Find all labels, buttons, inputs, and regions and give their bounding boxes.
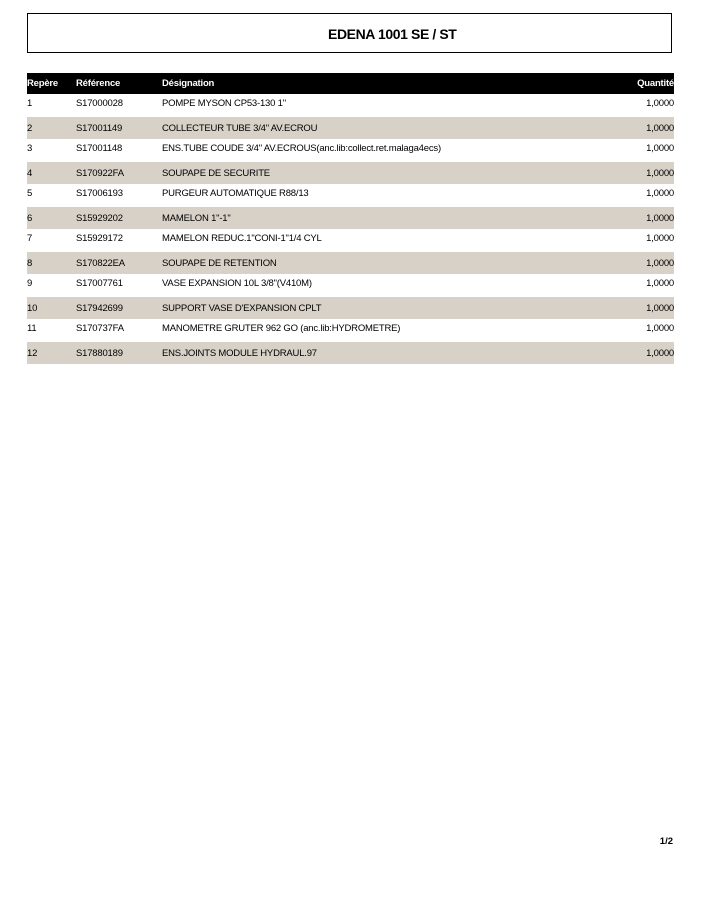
cell-reference: S17942699 — [76, 302, 123, 314]
table-row — [27, 94, 674, 117]
table-row — [27, 207, 674, 230]
cell-reference: S17001149 — [76, 122, 123, 134]
header-repere: Repère — [27, 78, 59, 89]
table-row — [27, 319, 674, 342]
page-number: 1/2 — [659, 836, 673, 847]
cell-reference: S17001148 — [76, 143, 123, 154]
cell-quantite: 1,0000 — [646, 212, 674, 224]
cell-designation: MANOMETRE GRUTER 962 GO (anc.lib:HYDROMETRE) — [162, 323, 401, 334]
table-row — [27, 297, 674, 320]
header-reference: Référence — [76, 78, 121, 89]
table-row — [27, 342, 674, 365]
cell-reference: S170737FA — [76, 323, 124, 334]
cell-repere: 7 — [27, 233, 33, 244]
cell-designation: SOUPAPE DE SECURITE — [162, 167, 270, 179]
cell-quantite: 1,0000 — [646, 143, 674, 154]
cell-reference: S17000028 — [76, 98, 123, 109]
cell-designation: MAMELON REDUC.1"CONI-1"1/4 CYL — [162, 233, 322, 244]
cell-quantite: 1,0000 — [646, 257, 674, 269]
cell-quantite: 1,0000 — [646, 122, 674, 134]
table-body — [27, 94, 674, 364]
table-header — [27, 73, 674, 94]
header-quantite: Quantité — [637, 78, 674, 89]
cell-repere: 2 — [27, 122, 33, 134]
cell-quantite: 1,0000 — [646, 98, 674, 109]
cell-reference: S17006193 — [76, 188, 123, 199]
cell-reference: S15929172 — [76, 233, 123, 244]
cell-reference: S17880189 — [76, 347, 123, 359]
cell-designation: COLLECTEUR TUBE 3/4" AV.ECROU — [162, 122, 318, 134]
cell-repere: 9 — [27, 278, 33, 289]
cell-quantite: 1,0000 — [646, 233, 674, 244]
table-row — [27, 229, 674, 252]
cell-reference: S170822EA — [76, 257, 125, 269]
cell-reference: S17007761 — [76, 278, 123, 289]
table-row — [27, 117, 674, 140]
cell-repere: 12 — [27, 347, 38, 359]
cell-quantite: 1,0000 — [646, 323, 674, 334]
cell-quantite: 1,0000 — [646, 302, 674, 314]
cell-reference: S170922FA — [76, 167, 124, 179]
cell-repere: 4 — [27, 167, 33, 179]
table-row — [27, 252, 674, 275]
cell-designation: ENS.JOINTS MODULE HYDRAUL.97 — [162, 347, 317, 359]
table-row — [27, 184, 674, 207]
cell-designation: SOUPAPE DE RETENTION — [162, 257, 277, 269]
document-title: EDENA 1001 SE / ST — [328, 26, 457, 42]
cell-quantite: 1,0000 — [646, 278, 674, 289]
cell-designation: PURGEUR AUTOMATIQUE R88/13 — [162, 188, 309, 199]
cell-repere: 3 — [27, 143, 33, 154]
cell-quantite: 1,0000 — [646, 347, 674, 359]
cell-designation: SUPPORT VASE D'EXPANSION CPLT — [162, 302, 322, 314]
cell-designation: MAMELON 1"-1" — [162, 212, 231, 224]
cell-quantite: 1,0000 — [646, 167, 674, 179]
table-row — [27, 162, 674, 185]
cell-repere: 10 — [27, 302, 38, 314]
cell-quantite: 1,0000 — [646, 188, 674, 199]
table-row — [27, 139, 674, 162]
cell-repere: 8 — [27, 257, 33, 269]
cell-repere: 6 — [27, 212, 33, 224]
cell-repere: 11 — [27, 323, 37, 334]
parts-table — [27, 73, 674, 364]
cell-reference: S15929202 — [76, 212, 123, 224]
cell-designation: POMPE MYSON CP53-130 1" — [162, 98, 286, 109]
cell-designation: VASE EXPANSION 10L 3/8"(V410M) — [162, 278, 312, 289]
title-box — [27, 13, 672, 53]
table-row — [27, 274, 674, 297]
cell-designation: ENS.TUBE COUDE 3/4" AV.ECROUS(anc.lib:collect.ret.malaga4ecs) — [162, 143, 441, 154]
header-designation: Désignation — [162, 78, 215, 89]
cell-repere: 5 — [27, 188, 33, 199]
cell-repere: 1 — [27, 98, 33, 109]
